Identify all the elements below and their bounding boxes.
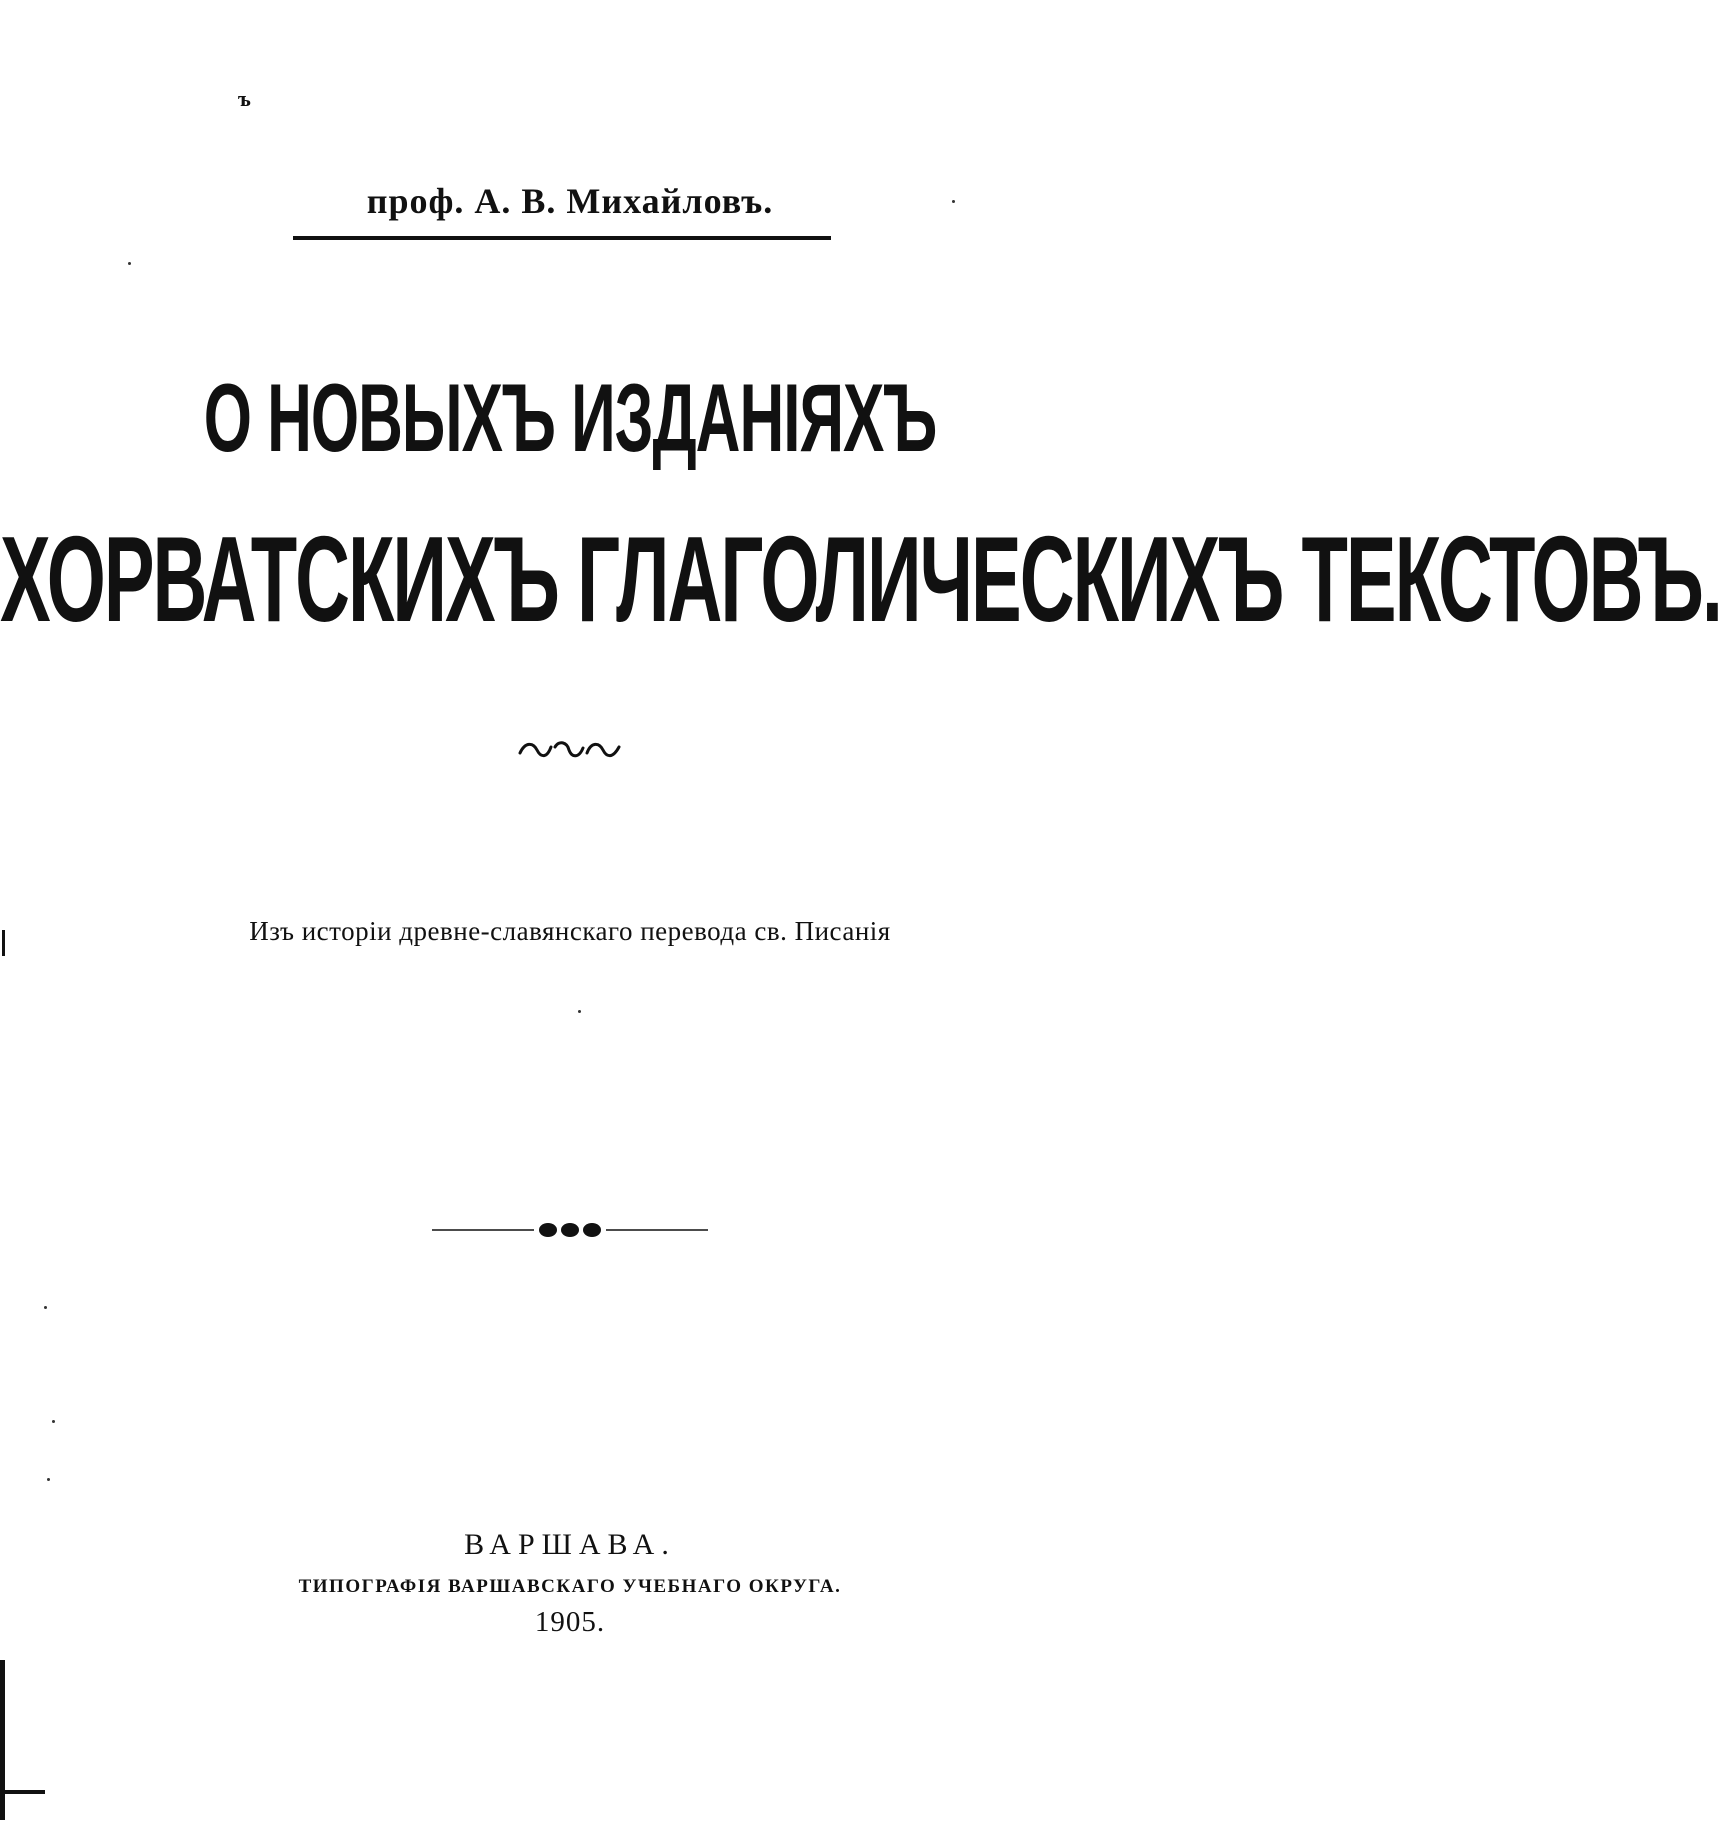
scan-edge-mark xyxy=(0,1660,5,1820)
three-dot-divider-icon xyxy=(0,1218,1140,1247)
scan-speck xyxy=(128,262,131,265)
scan-speck xyxy=(47,1478,50,1481)
scan-speck xyxy=(952,200,955,203)
scan-edge-mark xyxy=(5,1790,45,1794)
scan-speck xyxy=(44,1306,47,1309)
scan-speck xyxy=(578,1010,581,1013)
imprint-year: 1905. xyxy=(534,1606,606,1638)
scan-edge-mark xyxy=(2,930,5,956)
stray-mark: ъ xyxy=(238,86,251,111)
title-line-2: ХОРВАТСКИХЪ ГЛАГОЛИЧЕСКИХЪ ТЕКСТОВЪ. xyxy=(0,512,1721,648)
author-underline xyxy=(293,236,831,240)
wave-ornament-icon xyxy=(0,738,1140,767)
imprint-press: ТИПОГРАФІЯ ВАРШАВСКАГО УЧЕБНАГО ОКРУГА. xyxy=(298,1576,842,1597)
scan-speck xyxy=(52,1420,55,1423)
title-line-1: О НОВЫХЪ ИЗДАНІЯХЪ xyxy=(203,365,937,473)
subtitle: Изъ исторіи древне-славянскаго перевода св. Писанія xyxy=(249,916,891,946)
imprint-city: ВАРШАВА. xyxy=(464,1528,676,1561)
author-line: проф. А. В. Михайловъ. xyxy=(366,181,774,221)
